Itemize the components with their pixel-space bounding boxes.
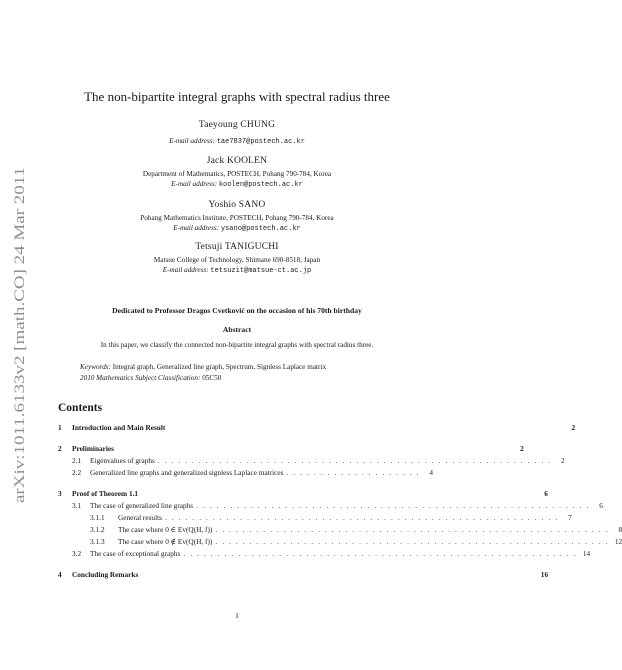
toc-entry[interactable] <box>72 456 565 465</box>
toc-number: 3.1.3 <box>90 537 105 546</box>
email-label: E-mail address: <box>171 180 218 188</box>
author-email-line <box>0 223 474 234</box>
toc-title: The case of generalized line graphs <box>90 501 194 510</box>
toc-number: 2.2 <box>72 468 82 477</box>
toc-entry[interactable] <box>58 423 576 432</box>
toc-entry[interactable] <box>58 444 524 453</box>
author-affiliation: Department of Mathematics, POSTECH, Pohang 790-784, Korea <box>142 170 332 178</box>
toc-leader: . . . . . . . . . . . . . . . . . . . . . . . . . . . . . . . . . . . . . . . . . . . . . . . . . . . . . . . . . . <box>157 456 552 465</box>
toc-entry[interactable] <box>72 468 434 477</box>
author-block-4 <box>0 242 474 276</box>
keywords-label: Keywords: <box>80 363 111 371</box>
email-label: E-mail address: <box>173 224 220 232</box>
author-name: Jack KOOLEN <box>206 156 268 166</box>
abstract-heading: Abstract <box>222 325 252 334</box>
toc-number: 1 <box>58 423 62 432</box>
toc-title: The case of exceptional graphs <box>90 549 181 558</box>
toc-number: 3.2 <box>72 549 82 558</box>
toc-entry[interactable] <box>58 570 549 579</box>
toc-leader: . . . . . . . . . . . . . . . . . . . . . . . . . . . . . . . . . . . . . . . . . . . . . . . . . . . . . . . . . . <box>164 513 559 522</box>
email-address: ysano@postech.ac.kr <box>220 225 301 233</box>
toc-page: 2 <box>560 456 565 465</box>
author-email-line <box>0 265 474 276</box>
toc-page: 2 <box>520 444 524 453</box>
toc-title: The case where 0 ∉ Ev(Q(H, f)) <box>118 537 213 546</box>
toc-leader: . . . . . . . . . . . . . . . . . . . . . . . . . . . . . . . . . . . . . . . . . . . . . . . . . . . . . . . . . . <box>215 525 610 534</box>
toc-page: 14 <box>582 549 591 558</box>
toc-page: 16 <box>540 570 549 579</box>
toc-page: 6 <box>544 489 548 498</box>
toc-number: 2.1 <box>72 456 82 465</box>
email-label: E-mail address: <box>169 137 215 145</box>
toc-leader: . . . . . . . . . . . . . . . . . . . . . . . . . . . . . . . . . . . . . . . . . . . . . . . . . . . . . . . . . . <box>183 549 578 558</box>
toc-page: 12 <box>614 537 622 546</box>
paper-title: The non-bipartite integral graphs with spectral radius three <box>84 89 390 104</box>
author-name: Tetsuji TANIGUCHI <box>195 242 279 252</box>
toc-number: 3.1.2 <box>90 525 105 534</box>
toc-leader: . . . . . . . . . . . . . . . . . . . . <box>286 468 421 477</box>
author-email-line <box>0 179 474 190</box>
email-label: E-mail address: <box>162 266 209 274</box>
keywords-text: Integral graph, Generalized line graph, Spectrum, Signless Laplace matrix <box>112 363 327 371</box>
author-name: Yoshio SANO <box>208 200 266 210</box>
email-address: tetsuzit@matsue-ct.ac.jp <box>210 267 312 275</box>
toc-title: Eigenvalues of graphs <box>90 456 155 465</box>
author-name: Taeyoung CHUNG <box>198 120 276 130</box>
dedication: Dedicated to Professor Dragos Cvetković on the occasion of his 70th birthday <box>112 306 362 315</box>
toc-page: 8 <box>618 525 622 534</box>
toc-number: 2 <box>58 444 62 453</box>
contents-heading: Contents <box>58 402 103 414</box>
toc-title: Preliminaries <box>72 444 115 453</box>
toc-title: The case where 0 ∈ Ev(Q(H, f)) <box>118 525 213 534</box>
toc-number: 3 <box>58 489 62 498</box>
author-affiliation: Matsue College of Technology, Shimane 690-8518, Japan <box>153 256 321 264</box>
toc-title: General results <box>118 513 162 522</box>
keywords-line <box>80 362 326 373</box>
author-block-2 <box>0 156 474 190</box>
msc-label: 2010 Mathematics Subject Classification: <box>80 374 201 382</box>
toc-page: 6 <box>599 501 603 510</box>
author-affiliation: Pohang Mathematics Institute, POSTECH, Pohang 790-784, Korea <box>140 214 334 222</box>
page-number: 1 <box>235 611 239 620</box>
toc-page: 7 <box>568 513 572 522</box>
toc-entry[interactable] <box>90 537 622 546</box>
author-block-1 <box>0 120 474 147</box>
toc-title: Concluding Remarks <box>72 570 139 579</box>
toc-entry[interactable] <box>58 489 548 498</box>
email-address: tae7837@postech.ac.kr <box>216 138 305 146</box>
toc-entry[interactable] <box>90 513 572 522</box>
toc-number: 3.1 <box>72 501 82 510</box>
author-block-3 <box>0 200 474 234</box>
email-address: koolen@postech.ac.kr <box>218 181 303 189</box>
toc-title: Introduction and Main Result <box>72 423 166 432</box>
abstract-text: In this paper, we classify the connected non-bipartite integral graphs with spectral radius three. <box>100 341 374 349</box>
toc-number: 4 <box>58 570 62 579</box>
toc-page: 2 <box>571 423 576 432</box>
keywords-block <box>80 362 326 384</box>
toc-title: Proof of Theorem 1.1 <box>72 489 139 498</box>
toc-title: Generalized line graphs and generalized signless Laplace matrices <box>90 468 284 477</box>
toc-entry[interactable] <box>72 549 591 558</box>
toc-entry[interactable] <box>72 501 603 510</box>
toc-page: 4 <box>429 468 434 477</box>
msc-code: 05C50 <box>202 374 222 382</box>
toc-leader: . . . . . . . . . . . . . . . . . . . . . . . . . . . . . . . . . . . . . . . . . . . . . . . . . . . . . . . . . . <box>196 501 590 510</box>
msc-line <box>80 373 326 384</box>
arxiv-stamp-text: arXiv:1011.6133v2 [math.CO] 24 Mar 2011 <box>12 246 28 503</box>
toc-leader: . . . . . . . . . . . . . . . . . . . . . . . . . . . . . . . . . . . . . . . . . . . . . . . . . . . . . . . . . . <box>215 537 610 546</box>
author-email-line <box>0 136 474 147</box>
toc-entry[interactable] <box>90 525 622 534</box>
toc-number: 3.1.1 <box>90 513 105 522</box>
